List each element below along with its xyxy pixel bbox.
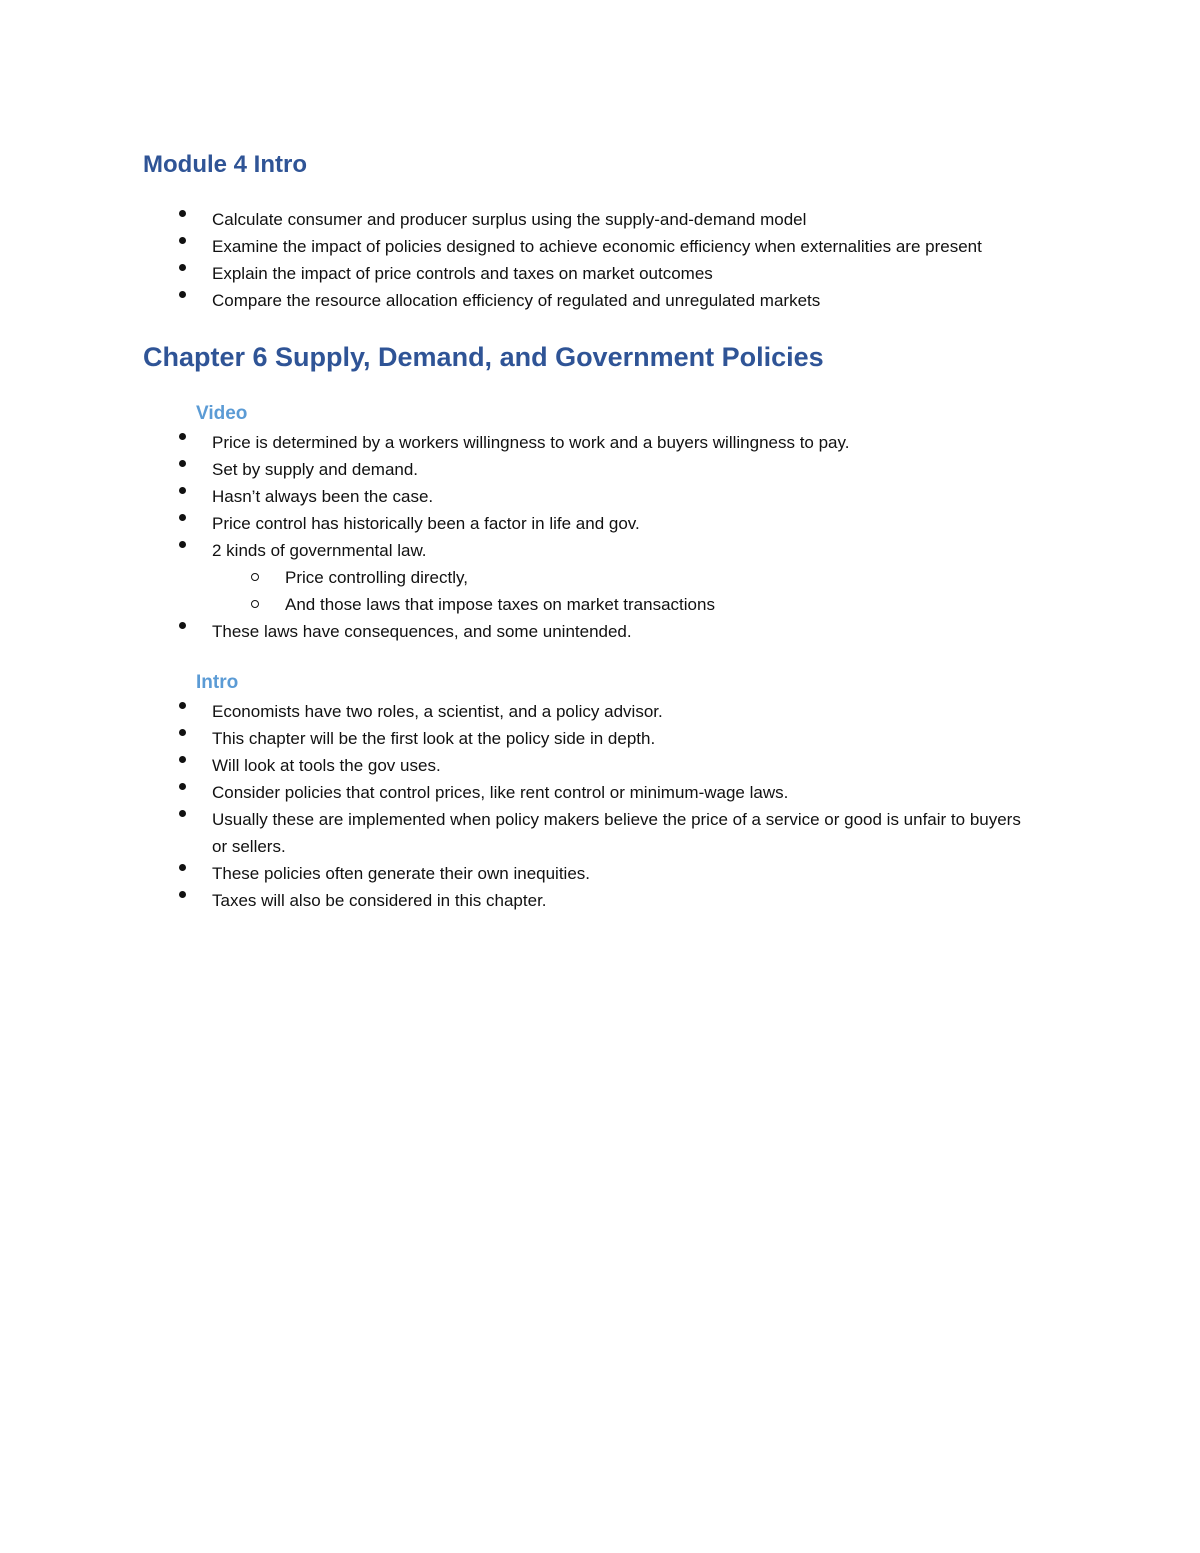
bullet-item: Price is determined by a workers willingness to work and a buyers willingness to pay. xyxy=(143,429,1032,456)
bullet-item: Taxes will also be considered in this chapter. xyxy=(143,887,1032,914)
sub-bullet-item: And those laws that impose taxes on market transactions xyxy=(143,591,1032,618)
bullet-item: These policies often generate their own inequities. xyxy=(143,860,1032,887)
bullet-item: These laws have consequences, and some unintended. xyxy=(143,618,1032,645)
bullet-item: Calculate consumer and producer surplus using the supply-and-demand model xyxy=(143,206,1032,233)
bullet-item: Explain the impact of price controls and taxes on market outcomes xyxy=(143,260,1032,287)
bullet-item: Compare the resource allocation efficiency of regulated and unregulated markets xyxy=(143,287,1032,314)
video-notes-list xyxy=(143,429,1032,645)
intro-notes-list xyxy=(143,698,1032,914)
bullet-item: Economists have two roles, a scientist, and a policy advisor. xyxy=(143,698,1032,725)
sub-bullet-item: Price controlling directly, xyxy=(143,564,1032,591)
bullet-item: This chapter will be the first look at the policy side in depth. xyxy=(143,725,1032,752)
bullet-item: Examine the impact of policies designed to achieve economic efficiency when externalities are present xyxy=(143,233,1032,260)
bullet-item: Set by supply and demand. xyxy=(143,456,1032,483)
chapter-6-heading: Chapter 6 Supply, Demand, and Government Policies xyxy=(143,342,824,372)
bullet-item: Usually these are implemented when policy makers believe the price of a service or good is unfair to buyers or sellers. xyxy=(143,806,1032,860)
module-intro-list xyxy=(143,206,1032,314)
video-subheading: Video xyxy=(196,403,248,424)
bullet-item: Price control has historically been a factor in life and gov. xyxy=(143,510,1032,537)
bullet-item: 2 kinds of governmental law. xyxy=(143,537,1032,564)
intro-subheading: Intro xyxy=(196,672,239,693)
bullet-item: Hasn’t always been the case. xyxy=(143,483,1032,510)
module-intro-heading: Module 4 Intro xyxy=(143,151,307,178)
bullet-item: Will look at tools the gov uses. xyxy=(143,752,1032,779)
bullet-item: Consider policies that control prices, like rent control or minimum-wage laws. xyxy=(143,779,1032,806)
